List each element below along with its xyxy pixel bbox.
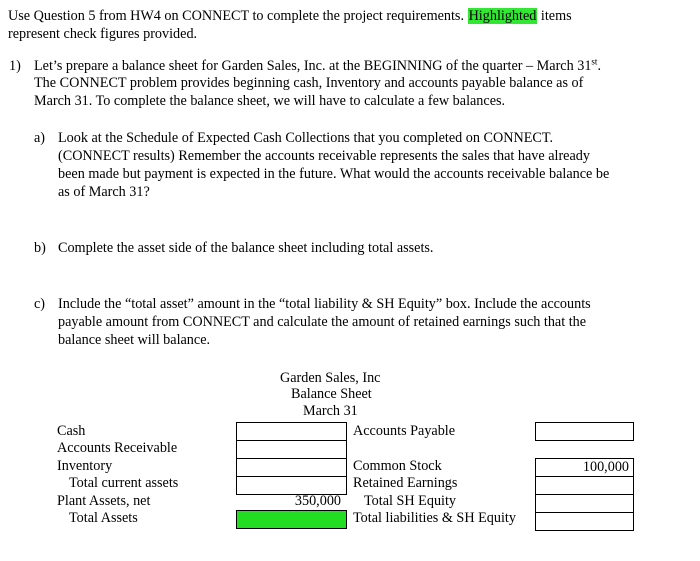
part-c-line: payable amount from CONNECT and calculate the amount of retained earnings such that the <box>58 314 587 330</box>
common-stock-label: Common Stock <box>353 458 442 474</box>
total-sh-equity-label: Total SH Equity <box>364 493 457 509</box>
intro-text-end: items <box>540 8 572 24</box>
common-stock-amount: 100,000 <box>582 459 629 475</box>
statement-date: March 31 <box>303 403 358 419</box>
total-liabilities-equity-label: Total liabilities & SH Equity <box>353 510 516 526</box>
part-a-line: Look at the Schedule of Expected Cash Collections that you completed on CONNECT. <box>58 130 554 146</box>
accounts-receivable-label: Accounts Receivable <box>57 440 178 456</box>
part-a-line: as of March 31? <box>58 184 150 200</box>
total-assets-amount-cell[interactable] <box>236 510 347 529</box>
part-a-line: (CONNECT results) Remember the accounts receivable represents the sales that have already <box>58 148 590 164</box>
total-assets-label: Total Assets <box>69 510 138 526</box>
total-current-assets-label: Total current assets <box>69 475 179 491</box>
question-line-2: The CONNECT problem provides beginning cash, Inventory and accounts payable balance as of <box>34 75 584 91</box>
plant-assets-label: Plant Assets, net <box>57 493 151 509</box>
cash-label: Cash <box>57 423 86 439</box>
question-line-1 <box>34 58 601 75</box>
accounts-payable-label: Accounts Payable <box>353 423 456 439</box>
total-sh-equity-amount-cell[interactable] <box>535 494 634 513</box>
part-a-line: been made but payment is expected in the future. What would the accounts receivable balance be <box>58 166 610 182</box>
highlighted-word: Highlighted <box>468 8 537 24</box>
question-line-1-text: Let’s prepare a balance sheet for Garden Sales, Inc. at the BEGINNING of the quarter – March 31 <box>34 58 592 74</box>
part-c-label: c) <box>34 296 46 312</box>
cash-amount-cell[interactable] <box>236 422 347 441</box>
part-a-label: a) <box>34 130 46 146</box>
inventory-label: Inventory <box>57 458 113 474</box>
part-c-line: Include the “total asset” amount in the “total liability & SH Equity” box. Include the accounts <box>58 296 591 312</box>
part-b-text: Complete the asset side of the balance sheet including total assets. <box>58 240 434 256</box>
accounts-receivable-amount-cell[interactable] <box>236 440 347 459</box>
accounts-payable-amount-cell[interactable] <box>535 422 634 441</box>
question-line-3: March 31. To complete the balance sheet, we will have to calculate a few balances. <box>34 93 506 109</box>
retained-earnings-amount-cell[interactable] <box>535 476 634 495</box>
intro-line-2: represent check figures provided. <box>8 26 198 42</box>
statement-title: Balance Sheet <box>291 386 372 402</box>
question-line-1-end: . <box>597 58 601 74</box>
superscript: st <box>591 56 598 67</box>
common-stock-amount-cell <box>535 458 634 477</box>
intro-text: Use Question 5 from HW4 on CONNECT to complete the project requirements. <box>8 8 465 24</box>
inventory-amount-cell[interactable] <box>236 458 347 477</box>
intro-line-1 <box>8 8 572 25</box>
question-number: 1) <box>9 58 21 74</box>
part-c-line: balance sheet will balance. <box>58 332 211 348</box>
total-liabilities-equity-amount-cell[interactable] <box>535 512 634 531</box>
plant-assets-amount: 350,000 <box>294 493 341 509</box>
company-name: Garden Sales, Inc <box>280 370 381 386</box>
part-b-label: b) <box>34 240 46 256</box>
retained-earnings-label: Retained Earnings <box>353 475 458 491</box>
